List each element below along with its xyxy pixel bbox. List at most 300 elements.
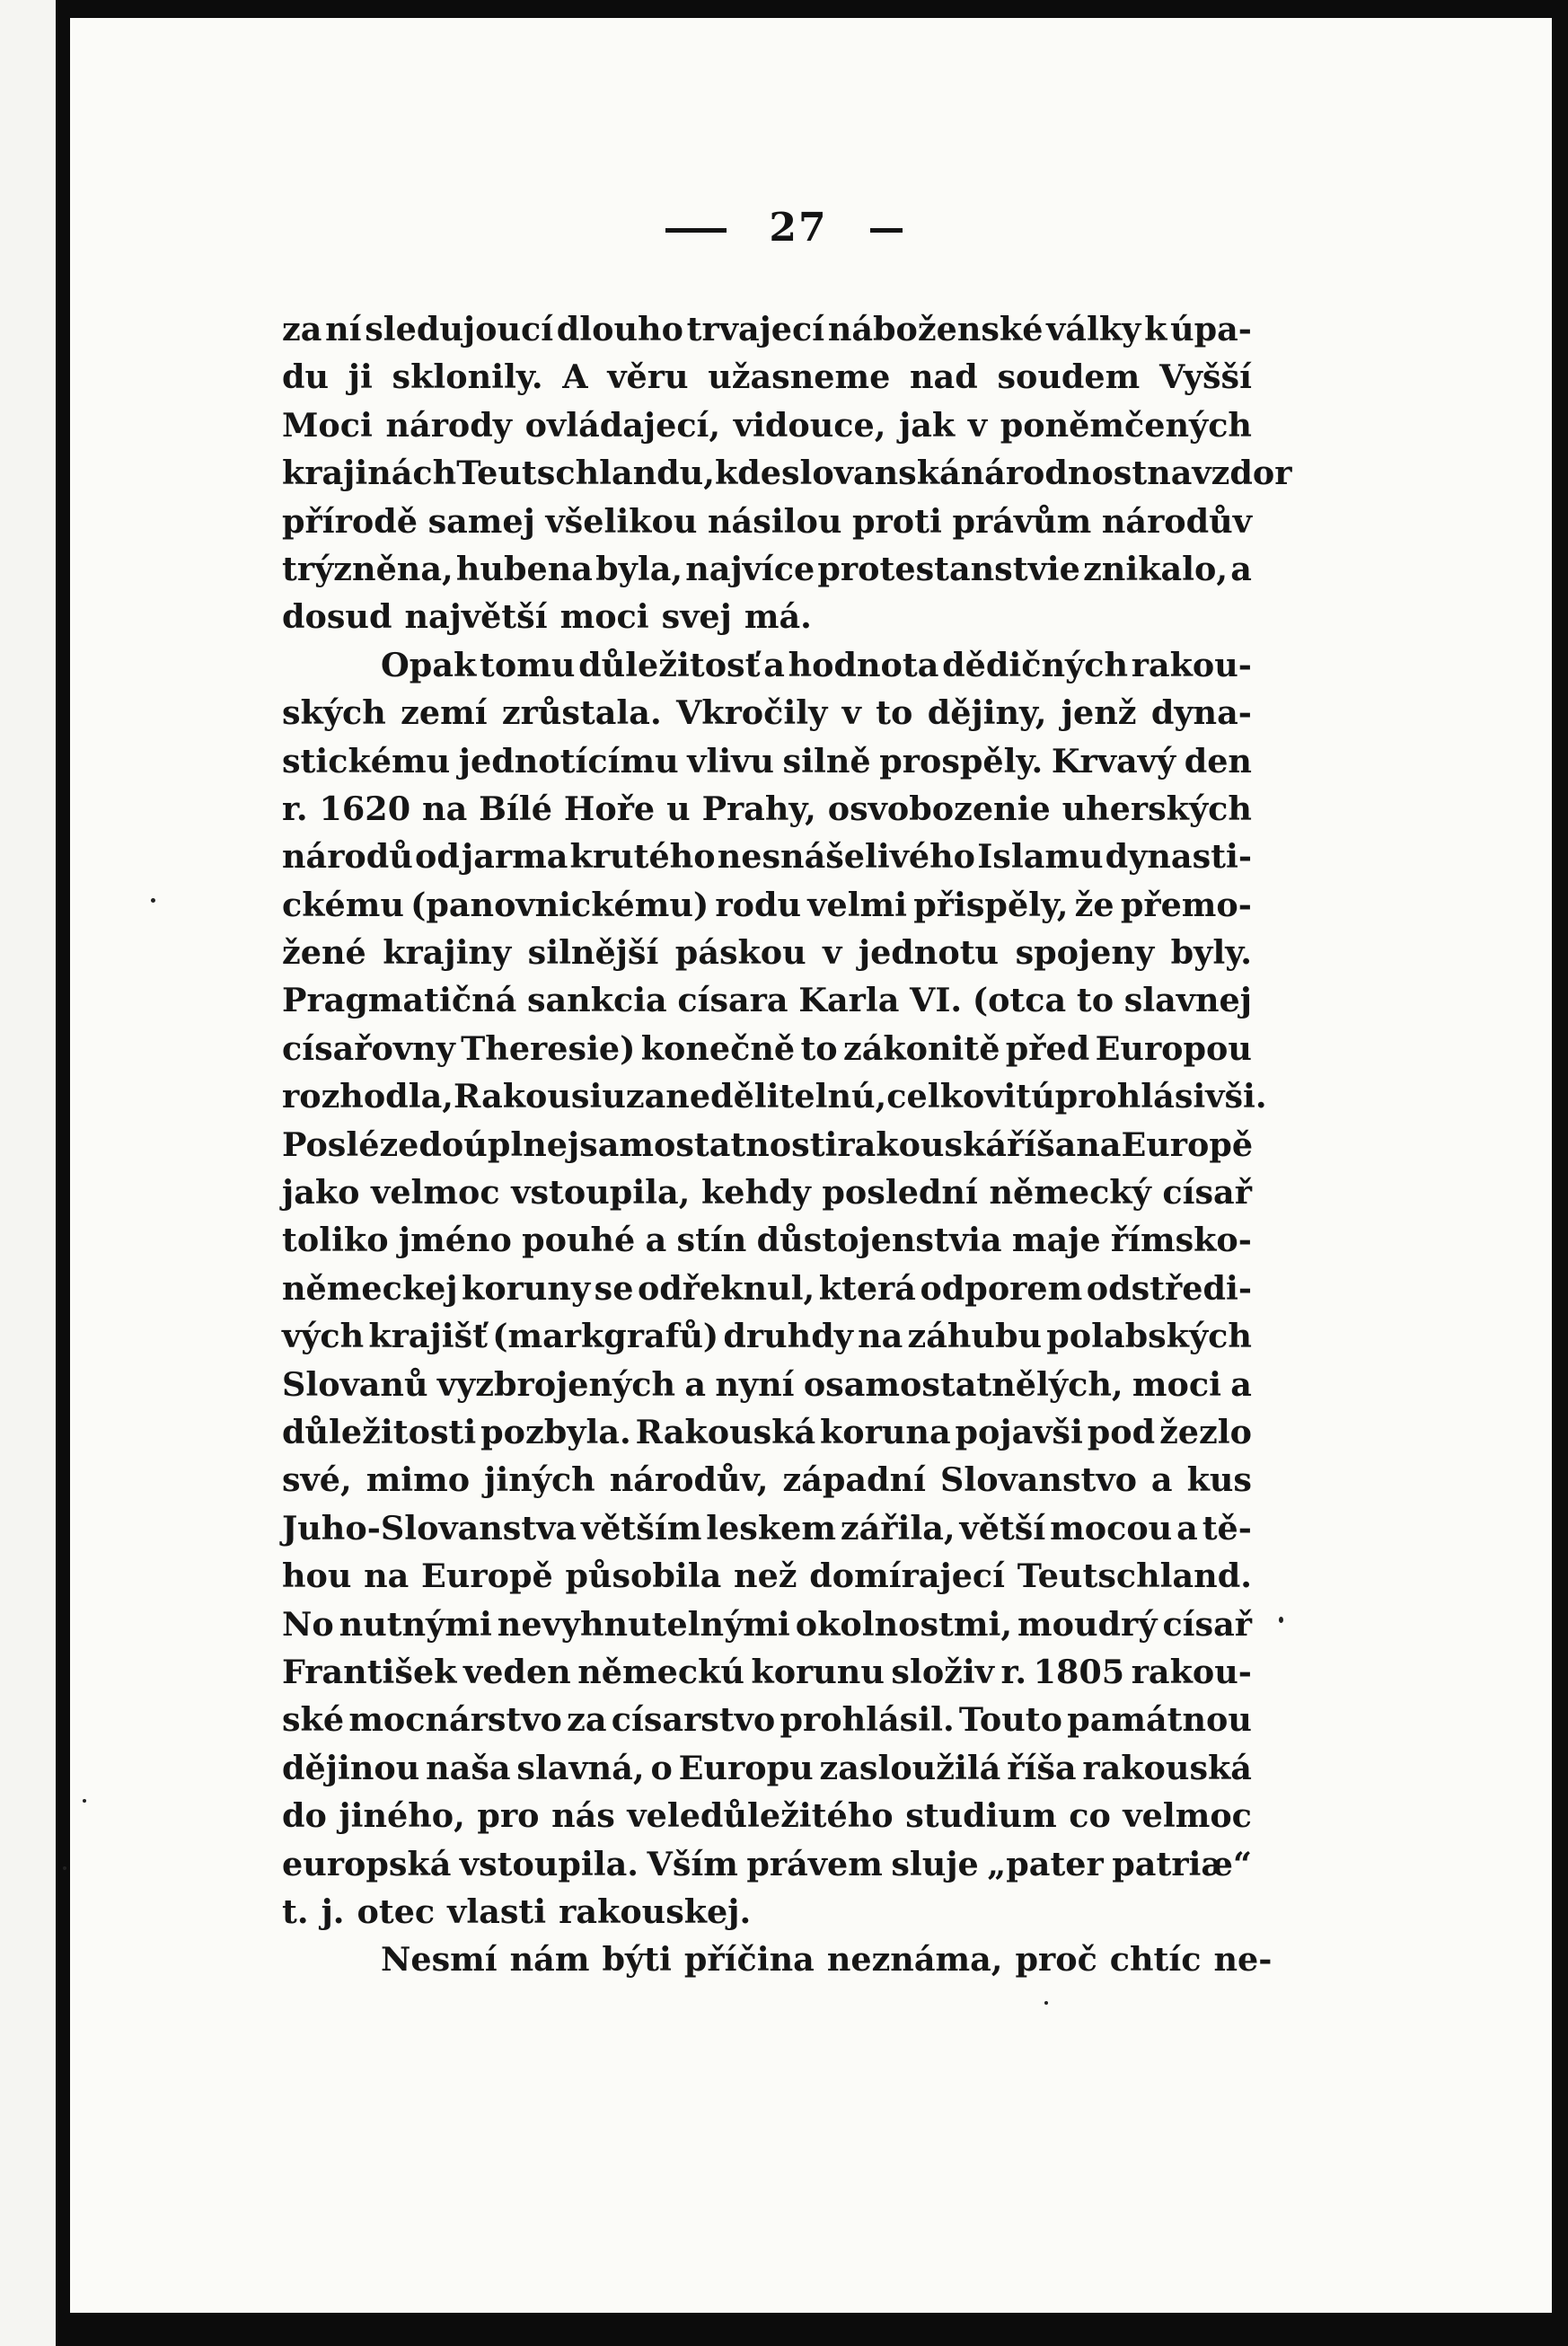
word: j. <box>321 1892 345 1931</box>
word: Vyšší <box>1158 357 1252 397</box>
text-line <box>282 305 1252 353</box>
word: den <box>1184 741 1252 781</box>
scan-speck <box>1044 2001 1048 2005</box>
text-line <box>282 498 1252 545</box>
word: kde <box>714 454 781 493</box>
word: odřeknul, <box>637 1268 815 1308</box>
word: Europě <box>1121 1124 1254 1164</box>
word: a <box>1230 549 1252 588</box>
word: náboženské <box>827 310 1044 348</box>
text-line <box>282 737 1252 785</box>
scan-speck <box>63 1866 66 1870</box>
word: žené <box>282 933 366 973</box>
text-line <box>282 785 1252 833</box>
word: moci <box>559 597 649 637</box>
word: domírajecí <box>809 1557 1006 1596</box>
word: Rakousiu <box>453 1077 626 1116</box>
word: pod <box>1087 1412 1156 1451</box>
word: stickému <box>282 741 451 781</box>
word: Islamu <box>977 837 1104 877</box>
text-line <box>282 1936 1273 1983</box>
text-line <box>282 1888 1252 1936</box>
word: dynasti- <box>1105 837 1252 877</box>
word: před <box>1005 1028 1090 1068</box>
word: poslední <box>822 1173 978 1213</box>
word: národnost <box>960 454 1148 493</box>
word: koruny <box>462 1268 591 1308</box>
word: dějinou <box>282 1748 420 1787</box>
word: vých <box>282 1317 365 1356</box>
text-line <box>282 641 1252 689</box>
word: říša <box>1006 1124 1077 1164</box>
header-dash-left <box>665 228 727 233</box>
text-line <box>282 1408 1252 1456</box>
word: leskem <box>706 1508 836 1548</box>
text-line <box>282 1792 1252 1839</box>
word: věru <box>607 357 689 397</box>
word: nás <box>551 1796 615 1836</box>
word: nedělitelnú, <box>665 1077 887 1116</box>
word: má. <box>744 597 812 637</box>
word: Pragmatičná <box>282 981 517 1020</box>
word: sklonily. <box>392 357 543 397</box>
word: rakouská <box>1082 1748 1252 1787</box>
word: samej <box>427 501 535 541</box>
text-line <box>282 1121 1252 1169</box>
word: zasloužilá <box>819 1748 1001 1787</box>
word: do <box>418 1124 464 1164</box>
word: žezlo <box>1159 1412 1252 1451</box>
word: a <box>1176 1508 1198 1548</box>
word: mocou <box>1050 1508 1173 1548</box>
word: než <box>734 1557 797 1596</box>
word: ovládajecí, <box>524 405 721 445</box>
word: do <box>282 1796 327 1836</box>
word: německú <box>577 1652 744 1691</box>
word: Krvavý <box>1051 741 1176 781</box>
word: jednotícímu <box>458 741 679 781</box>
word: moci <box>1132 1364 1221 1404</box>
word: právem <box>746 1844 883 1883</box>
word: rodu <box>715 885 802 924</box>
word: proč <box>1015 1940 1097 1980</box>
word: Karla <box>798 981 900 1020</box>
word: v <box>967 405 988 445</box>
word: ckému <box>282 885 404 924</box>
page-number: 27 <box>769 205 828 251</box>
word: kus <box>1186 1460 1252 1500</box>
word: války <box>1046 310 1141 348</box>
scan-speck <box>1279 1617 1283 1623</box>
word: vlasti <box>447 1892 547 1931</box>
word: osvobozenie <box>827 789 1051 828</box>
word: za <box>567 1700 607 1740</box>
word: neznáma, <box>826 1940 1003 1980</box>
word: A <box>562 357 588 397</box>
word: dyna- <box>1150 693 1252 733</box>
word: Slovanů <box>282 1364 428 1404</box>
word: navzdor <box>1147 454 1292 493</box>
word: a <box>763 645 785 684</box>
word: osamostatnělých, <box>803 1364 1123 1404</box>
word: jiného, <box>339 1796 465 1836</box>
word: nevyhnutelnými <box>497 1604 790 1644</box>
word: t. <box>282 1892 309 1931</box>
word: jako <box>282 1173 360 1213</box>
word: říša <box>1007 1748 1077 1787</box>
word: moudrý <box>1017 1604 1158 1644</box>
word: uherských <box>1061 789 1252 828</box>
word: vstoupila, <box>511 1173 691 1213</box>
word: a <box>1230 1364 1252 1404</box>
word: slovanská <box>780 454 961 493</box>
page-number-header <box>0 205 1568 251</box>
word: užasneme <box>708 357 891 397</box>
word: František <box>282 1652 457 1691</box>
body-text <box>282 305 1292 1984</box>
word: Juho-Slovanstva <box>282 1508 577 1548</box>
word: maje <box>1011 1221 1101 1260</box>
word: proti <box>852 501 942 541</box>
word: Vším <box>647 1844 738 1883</box>
word: národův, <box>609 1460 769 1500</box>
word: římsko- <box>1110 1221 1252 1260</box>
word: rakou- <box>1131 1652 1252 1691</box>
word: Touto <box>958 1700 1062 1740</box>
word: a <box>684 1364 707 1404</box>
word: korunu <box>751 1652 885 1691</box>
word: na <box>364 1557 410 1596</box>
word: zemí <box>401 693 488 733</box>
word: své, <box>282 1460 352 1500</box>
word: dlouho <box>556 310 683 348</box>
word: rakouská <box>837 1124 1007 1164</box>
text-line <box>282 353 1252 401</box>
word: příčina <box>683 1940 815 1980</box>
word: spojeny <box>1015 933 1155 973</box>
word: zákonitě <box>842 1028 1000 1068</box>
word: přispěly, <box>913 885 1069 924</box>
word: Europě <box>421 1557 553 1596</box>
word: silně <box>782 741 871 781</box>
word: která <box>818 1268 916 1308</box>
word: 1620 <box>319 789 411 828</box>
word: větší <box>959 1508 1046 1548</box>
word: úplnej <box>463 1124 580 1164</box>
scan-speck <box>151 898 155 903</box>
word: pojavši <box>955 1412 1083 1451</box>
word: působila <box>565 1557 722 1596</box>
word: rakou- <box>1131 645 1252 684</box>
word: velmi <box>807 885 908 924</box>
word: pouhé <box>522 1221 636 1260</box>
word: Teutschland. <box>1017 1557 1252 1596</box>
word: slavná, <box>516 1748 645 1787</box>
word: v <box>841 693 861 733</box>
word: násilou <box>708 501 842 541</box>
text-line <box>282 1696 1252 1743</box>
word: jarma <box>462 837 568 877</box>
word: Vkročily <box>675 693 828 733</box>
word: že <box>1074 885 1114 924</box>
word: německý <box>989 1173 1151 1213</box>
word: Rakouská <box>635 1412 816 1451</box>
word: velmoc <box>1123 1796 1252 1836</box>
word: Posléze <box>282 1124 419 1164</box>
word: se <box>594 1268 634 1308</box>
word: to <box>800 1028 838 1068</box>
word: sledujoucí <box>365 310 554 348</box>
word: záhubu <box>907 1317 1043 1356</box>
word: odporem <box>920 1268 1083 1308</box>
word: Slovanstvo <box>939 1460 1137 1500</box>
word: krutého <box>569 837 716 877</box>
word: poněmčených <box>1000 405 1252 445</box>
word: samostatnosti <box>579 1124 838 1164</box>
text-line <box>282 593 1252 640</box>
text-line <box>282 1552 1252 1600</box>
word: vlivu <box>687 741 774 781</box>
word: Opak <box>381 645 477 684</box>
word: vyzbrojených <box>436 1364 676 1404</box>
word: (markgrafů) <box>492 1317 719 1356</box>
word: krajinách <box>282 454 457 493</box>
word: sankcia <box>526 981 667 1020</box>
word: No <box>282 1604 334 1644</box>
word: co <box>1069 1796 1111 1836</box>
word: velmoc <box>371 1173 500 1213</box>
word: odstředi- <box>1086 1268 1252 1308</box>
word: Teutschlandu, <box>456 454 715 493</box>
word: na <box>1076 1124 1122 1164</box>
word: býti <box>602 1940 672 1980</box>
word: památnou <box>1067 1700 1252 1740</box>
word: od <box>414 837 460 877</box>
word: důležitosť <box>578 645 761 684</box>
text-line <box>282 1216 1252 1264</box>
word: prohlásivši. <box>1054 1077 1267 1116</box>
word: rozhodla, <box>282 1077 454 1116</box>
word: ji <box>348 357 373 397</box>
word: národy <box>385 405 512 445</box>
word: tomu <box>480 645 576 684</box>
word: toliko <box>282 1221 389 1260</box>
word: slavnej <box>1123 981 1252 1020</box>
word: krajišť <box>368 1317 489 1356</box>
word: silnější <box>527 933 659 973</box>
word: nám <box>509 1940 590 1980</box>
word: europská <box>282 1844 452 1883</box>
word: dosud <box>282 597 392 637</box>
word: stín <box>676 1221 747 1260</box>
text-line <box>282 1648 1252 1696</box>
text-line <box>282 929 1252 976</box>
word: sluje <box>891 1844 979 1883</box>
word: mimo <box>366 1460 471 1500</box>
text-line <box>282 1361 1252 1408</box>
word: Europou <box>1095 1028 1252 1068</box>
word: 1805 <box>1033 1652 1125 1691</box>
word: vstoupila. <box>459 1844 639 1883</box>
word: ských <box>282 693 386 733</box>
word: Moci <box>282 405 373 445</box>
word: hodnota <box>788 645 939 684</box>
word: jenž <box>1061 693 1137 733</box>
word: mocnárstvo <box>348 1700 562 1740</box>
word: nutnými <box>339 1604 492 1644</box>
word: přemo- <box>1120 885 1252 924</box>
word: a <box>1150 1460 1173 1500</box>
word: (otca <box>972 981 1067 1020</box>
word: (panovnickému) <box>410 885 709 924</box>
word: koruna <box>820 1412 951 1451</box>
word: „pater <box>987 1844 1104 1883</box>
word: Europu <box>678 1748 814 1787</box>
word: jméno <box>398 1221 512 1260</box>
word: národů <box>282 837 413 877</box>
word: prospěly. <box>879 741 1044 781</box>
word: úpa- <box>1170 310 1252 348</box>
word: jak <box>899 405 956 445</box>
text-line <box>282 545 1252 593</box>
word: císař <box>1162 1604 1252 1644</box>
word: prohlásil. <box>780 1700 955 1740</box>
word: dědičných <box>942 645 1128 684</box>
word: císařovny <box>282 1028 455 1068</box>
word: nad <box>910 357 978 397</box>
word: důstojenstvia <box>756 1221 1002 1260</box>
text-line <box>282 1840 1252 1888</box>
word: najvětší <box>404 597 548 637</box>
word: Theresie) <box>461 1028 636 1068</box>
word: páskou <box>674 933 806 973</box>
word: zrůstala. <box>501 693 662 733</box>
text-line <box>282 1025 1252 1072</box>
word: tě- <box>1202 1508 1252 1548</box>
word: najvíce <box>685 549 815 588</box>
word: nyní <box>715 1364 795 1404</box>
word: hubena <box>455 549 593 588</box>
text-line <box>282 881 1252 929</box>
word: du <box>282 357 330 397</box>
word: přírodě <box>282 501 418 541</box>
text-line <box>282 1312 1252 1360</box>
word: větším <box>580 1508 702 1548</box>
word: studium <box>905 1796 1057 1836</box>
word: císara <box>677 981 788 1020</box>
word: kehdy <box>701 1173 811 1213</box>
word: všelikou <box>545 501 698 541</box>
word: veden <box>463 1652 571 1691</box>
word: byla, <box>595 549 683 588</box>
previous-page-edge <box>0 0 56 2346</box>
word: protestanstvie <box>817 549 1080 588</box>
word: pro <box>477 1796 540 1836</box>
word: r. <box>1000 1652 1027 1691</box>
word: k <box>1144 310 1167 348</box>
header-dash-right <box>870 228 903 233</box>
word: národův <box>1101 501 1252 541</box>
word: soudem <box>997 357 1141 397</box>
text-line <box>282 1265 1252 1312</box>
word: důležitosti <box>282 1412 477 1451</box>
word: nesnášelivého <box>717 837 976 877</box>
word: o <box>650 1748 673 1787</box>
word: Prahy, <box>701 789 816 828</box>
word: celkovitú <box>886 1077 1055 1116</box>
word: druhdy <box>723 1317 853 1356</box>
word: složiv <box>891 1652 994 1691</box>
word: císarstvo <box>611 1700 776 1740</box>
word: ní <box>325 310 362 348</box>
word: konečně <box>640 1028 796 1068</box>
word: dějiny, <box>927 693 1047 733</box>
word: znikalo, <box>1083 549 1229 588</box>
text-line <box>282 1169 1252 1216</box>
word: a <box>645 1221 667 1260</box>
word: na <box>422 789 468 828</box>
word: r. <box>282 789 308 828</box>
word: otec <box>357 1892 436 1931</box>
word: západní <box>782 1460 926 1500</box>
word: císař <box>1162 1173 1252 1213</box>
word: rakouskej. <box>559 1892 752 1931</box>
word: u <box>666 789 691 828</box>
word: to <box>1076 981 1114 1020</box>
word: naša <box>426 1748 511 1787</box>
text-line <box>282 401 1252 449</box>
word: za <box>282 310 322 348</box>
word: za <box>625 1077 666 1116</box>
word: ne- <box>1213 1940 1273 1980</box>
word: ské <box>282 1700 345 1740</box>
word: okolnostmi, <box>795 1604 1013 1644</box>
word: trýzněna, <box>282 549 454 588</box>
word: Hoře <box>563 789 656 828</box>
word: pozbyla. <box>480 1412 631 1451</box>
word: svej <box>661 597 732 637</box>
word: byly. <box>1170 933 1252 973</box>
word: právům <box>952 501 1092 541</box>
word: vidouce, <box>733 405 886 445</box>
word: v <box>823 933 842 973</box>
word: jiných <box>484 1460 595 1500</box>
text-line <box>282 1504 1252 1552</box>
word: chtíc <box>1109 1940 1202 1980</box>
text-line <box>282 449 1292 497</box>
text-line <box>282 1072 1267 1120</box>
word: patriæ“ <box>1112 1844 1252 1883</box>
word: trvajecí <box>686 310 825 348</box>
scan-speck <box>83 1799 86 1803</box>
word: německej <box>282 1268 458 1308</box>
text-line <box>282 1744 1252 1792</box>
text-line <box>282 1601 1252 1648</box>
word: Bílé <box>479 789 552 828</box>
word: krajiny <box>383 933 512 973</box>
text-line <box>282 689 1252 736</box>
word: zářila, <box>840 1508 956 1548</box>
word: veledůležitého <box>627 1796 894 1836</box>
word: VI. <box>910 981 963 1020</box>
word: Nesmí <box>381 1940 498 1980</box>
word: polabských <box>1046 1317 1252 1356</box>
word: na <box>858 1317 903 1356</box>
word: hou <box>282 1557 352 1596</box>
text-line <box>282 976 1252 1024</box>
word: jednotu <box>858 933 1000 973</box>
text-line <box>282 1456 1252 1504</box>
